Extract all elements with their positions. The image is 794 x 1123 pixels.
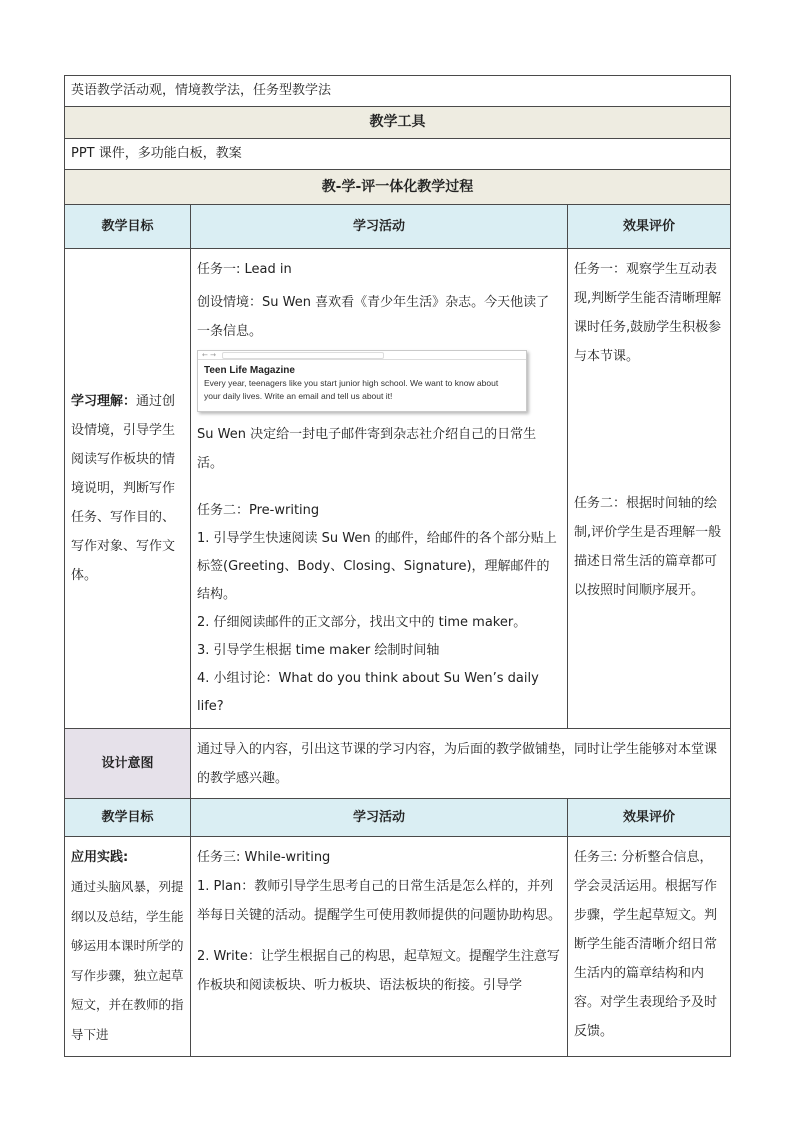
header-activity-2: 学习活动	[191, 799, 568, 837]
column-header-row-2	[65, 799, 731, 837]
block1-goal	[65, 249, 191, 729]
task3-item-1: 1. Plan：教师引导学生思考自己的日常生活是怎么样的，并列举每日关键的活动。提醒学生可使用教师提供的问题协助构思。	[197, 879, 562, 923]
task2-title: 任务二：Pre-writing	[197, 503, 320, 518]
process-header-row	[65, 170, 731, 205]
magazine-screenshot	[197, 350, 527, 412]
lesson-plan-page	[64, 75, 730, 1057]
task1-title: 任务一: Lead in	[197, 262, 292, 277]
magazine-text-1: Every year, teenagers like you start junior high school. We want to know about	[204, 378, 499, 388]
task1-after: Su Wen 决定给一封电子邮件寄到杂志社介绍自己的日常生活。	[197, 427, 537, 471]
block2-goal	[65, 837, 191, 1057]
magazine-text-2: your daily lives. Write an email and tell us about it!	[204, 391, 393, 401]
header-activity: 学习活动	[191, 205, 568, 249]
eval-task3: 任务三: 分析整合信息，学会灵活运用。根据写作步骤，学生起草短文。判断学生能否清晰介绍日常生活内的篇章结构和内容。对学生表现给予及时反馈。	[574, 850, 718, 1039]
goal2-label: 应用实践:	[71, 850, 129, 865]
design-label: 设计意图	[65, 729, 191, 799]
methods-row	[65, 76, 731, 107]
task2-item-1: 1. 引导学生快速阅读 Su Wen 的邮件，给邮件的各个部分贴上标签(Greeting、Body、Closing、Signature)，理解邮件的结构。	[197, 531, 557, 602]
browser-nav-icon: ← →	[202, 351, 216, 359]
header-goal: 教学目标	[65, 205, 191, 249]
task3-item-2: 2. Write：让学生根据自己的构思，起草短文。提醒学生注意写作板块和阅读板块、听力板块、语法板块的衔接。引导学	[197, 949, 560, 993]
teaching-tools: PPT 课件，多功能白板，教案	[65, 139, 731, 170]
task2-item-2: 2. 仔细阅读邮件的正文部分，找出文中的 time maker。	[197, 615, 527, 630]
task3-title: 任务三: While-writing	[197, 850, 331, 865]
header-evaluation: 效果评价	[568, 205, 731, 249]
block2-evaluation	[568, 837, 731, 1057]
address-bar	[222, 352, 384, 359]
eval-task2: 任务二：根据时间轴的绘制,评价学生是否理解一般描述日常生活的篇章都可以按照时间顺序展开。	[574, 496, 722, 598]
tools-header-row	[65, 107, 731, 139]
magazine-title: Teen Life Magazine	[204, 365, 295, 376]
column-header-row	[65, 205, 731, 249]
design-row	[65, 729, 731, 799]
block2-row	[65, 837, 731, 1057]
task2-item-3: 3. 引导学生根据 time maker 绘制时间轴	[197, 643, 440, 658]
eval-task1: 任务一：观察学生互动表现,判断学生能否清晰理解课时任务,鼓励学生积极参与本节课。	[574, 262, 722, 364]
goal-label: 学习理解：	[71, 394, 137, 409]
teaching-methods: 英语教学活动观，情境教学法，任务型教学法	[65, 76, 731, 107]
block2-activity	[191, 837, 568, 1057]
design-text: 通过导入的内容，引出这节课的学习内容，为后面的教学做铺垫，同时让学生能够对本堂课的教学感兴趣。	[191, 729, 731, 799]
tools-row	[65, 139, 731, 170]
task2-item-4: 4. 小组讨论：What do you think about Su Wen’s daily life?	[197, 671, 539, 714]
goal2-text: 通过头脑风暴，列提纲以及总结，学生能够运用本课时所学的写作步骤，独立起草短文，并在教师的指导下进	[71, 879, 184, 1042]
goal-text: 通过创设情境，引导学生阅读写作板块的情境说明，判断写作任务、写作目的、写作对象、写作文体。	[71, 394, 176, 583]
task1-text: 创设情境：Su Wen 喜欢看《青少年生活》杂志。今天他读了一条信息。	[197, 295, 550, 339]
browser-bar	[198, 351, 526, 360]
process-header: 教-学-评一体化教学过程	[65, 170, 731, 205]
block1-row	[65, 249, 731, 729]
lesson-plan-table	[64, 75, 731, 1057]
block1-activity	[191, 249, 568, 729]
header-goal-2: 教学目标	[65, 799, 191, 837]
header-evaluation-2: 效果评价	[568, 799, 731, 837]
tools-header: 教学工具	[65, 107, 731, 139]
block1-evaluation	[568, 249, 731, 729]
